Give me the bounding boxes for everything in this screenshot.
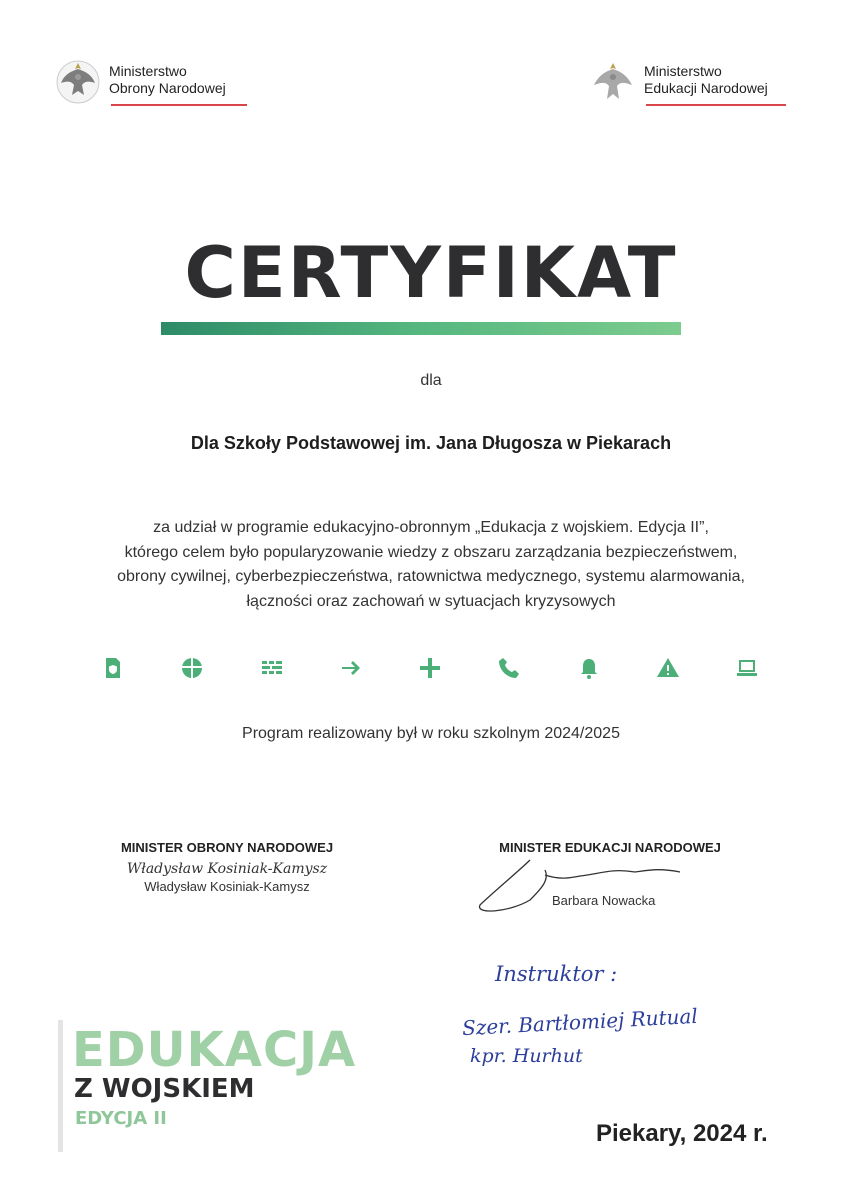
ministry-line2: Obrony Narodowej bbox=[109, 80, 226, 96]
signature-left bbox=[77, 840, 377, 894]
alarm-bell-icon bbox=[576, 655, 602, 681]
description-line: za udział w programie edukacyjno-obronnym „Edukacja z wojskiem. Edycja II”, bbox=[153, 519, 709, 536]
description-line: łączności oraz zachowań w sytuacjach kryzysowych bbox=[246, 592, 616, 610]
instructor-line: kpr. Hurhut bbox=[470, 1045, 583, 1067]
for-label: dla bbox=[420, 372, 442, 389]
date: , 2024 r. bbox=[679, 1120, 768, 1147]
program-logo-subtitle: Z WOJSKIEM bbox=[74, 1074, 255, 1104]
ministry-line2: Edukacji Narodowej bbox=[644, 80, 768, 96]
recipient-name: Dla Szkoły Podstawowej im. Jana Długosza w Piekarach bbox=[190, 433, 672, 453]
ministry-education-logo bbox=[590, 55, 768, 105]
signature-scribble bbox=[470, 850, 700, 920]
phone-icon bbox=[496, 655, 522, 681]
description bbox=[0, 516, 862, 614]
signature-role: MINISTER EDUKACJI NARODOWEJ bbox=[499, 840, 721, 855]
title-underline bbox=[161, 322, 681, 335]
plus-icon bbox=[417, 655, 443, 681]
description-line: którego celem było popularyzowanie wiedzy z obszaru zarządzania bezpieczeństwem, bbox=[124, 543, 738, 561]
warning-icon bbox=[655, 655, 681, 681]
laptop-icon bbox=[734, 655, 760, 681]
grid-icon bbox=[259, 655, 285, 681]
ministry-defence-logo bbox=[55, 55, 226, 105]
handwritten-signature: Władysław Kosiniak-Kamysz bbox=[126, 861, 328, 877]
signature-role: MINISTER OBRONY NARODOWEJ bbox=[120, 840, 334, 855]
topic-icons bbox=[100, 655, 760, 681]
globe-icon bbox=[179, 655, 205, 681]
program-logo-edition: EDYCJA II bbox=[75, 1108, 167, 1129]
place: Piekary bbox=[596, 1120, 680, 1147]
arrow-right-icon bbox=[338, 655, 364, 681]
divider bbox=[646, 104, 786, 106]
program-logo-title: EDUKACJA bbox=[72, 1022, 357, 1078]
eagle-emblem-icon bbox=[55, 55, 101, 105]
logo-divider bbox=[58, 1020, 63, 1152]
place-date bbox=[596, 1120, 768, 1148]
divider bbox=[111, 104, 247, 106]
program-year: Program realizowany był w roku szkolnym 2024/2025 bbox=[242, 725, 620, 742]
ministry-line1: Ministerstwo bbox=[109, 63, 187, 79]
instructor-line: Szer. Bartłomiej Rutual bbox=[461, 1003, 699, 1041]
ministry-line1: Ministerstwo bbox=[644, 63, 722, 79]
description-line: obrony cywilnej, cyberbezpieczeństwa, ratownictwa medycznego, systemu alarmowania, bbox=[117, 568, 745, 585]
signature-name: Barbara Nowacka bbox=[552, 893, 656, 908]
eagle-emblem-icon bbox=[590, 55, 636, 105]
document-shield-icon bbox=[100, 655, 126, 681]
certificate-title: CERTYFIKAT bbox=[184, 232, 678, 314]
signature-name: Władysław Kosiniak-Kamysz bbox=[144, 879, 310, 894]
instructor-heading: Instruktor : bbox=[495, 962, 618, 986]
